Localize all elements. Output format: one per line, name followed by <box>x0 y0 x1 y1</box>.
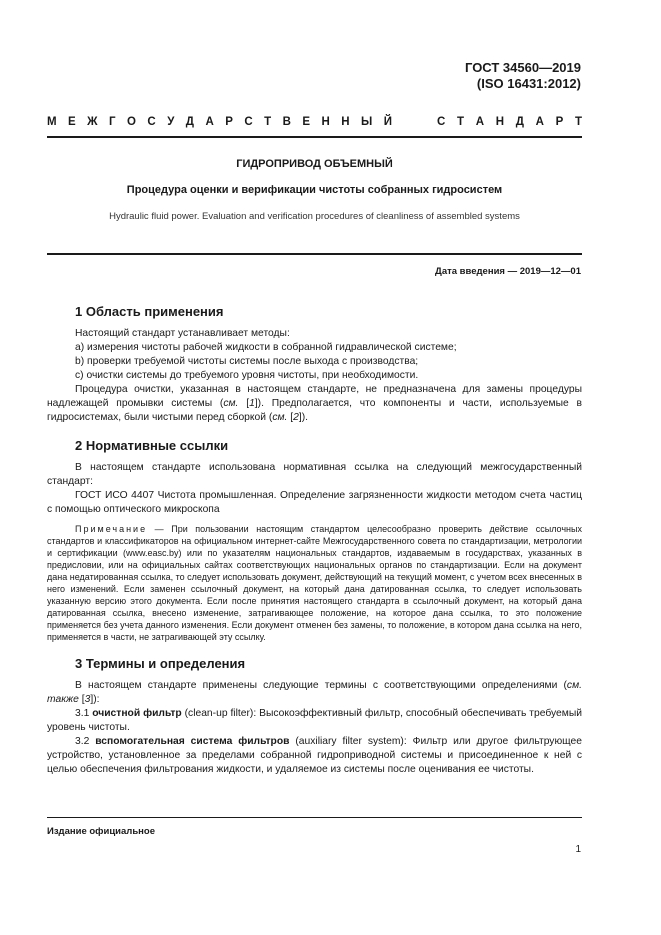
ref-number: 2 <box>293 412 299 423</box>
banner-letter: С <box>244 116 253 128</box>
term-name: вспомогательная система фильтров <box>95 736 290 747</box>
term-definition: (auxiliary filter system): Фильтр или другое фильтрующее устройство, установленное за пределами собранной гидроприводной системы и присоединенное к ней с целью обеспечения фильтрования жидкости, и удаляемое из системы после оценивания ее чистоты. <box>47 736 582 775</box>
banner-letter: С <box>437 116 446 128</box>
text-run: ]): <box>90 694 100 705</box>
banner-letter: А <box>535 116 544 128</box>
text-run: [ <box>78 694 85 705</box>
section-1-paragraph <box>47 383 582 425</box>
section-3-heading: 3 Термины и определения <box>75 656 246 671</box>
text-run: Процедура очистки, указанная в настоящем стандарте, не предназначена для замены процедуры надлежащей промывки системы ( <box>47 384 582 409</box>
text-run: [ <box>287 412 294 423</box>
term-number: 3.2 <box>75 736 96 747</box>
banner-letter: Й <box>383 116 392 128</box>
banner-letter: Е <box>68 116 76 128</box>
section-1-item-b: b) проверки требуемой чистоты системы после выхода с производства; <box>75 356 419 367</box>
term-number: 3.1 <box>75 708 93 719</box>
banner-letter: Т <box>264 116 272 128</box>
section-1-item-c: c) очистки системы до требуемого уровня чистоты, при необходимости. <box>75 370 419 381</box>
note-text: — При пользовании настоящим стандартом целесообразно проверить действие ссылочных стандартов и классификаторов на официальном интернет-сайте Межгосударственного совета по стандартизации, метрологии и сертификации (www.easc.by) или по указателям национальных стандартов, издаваемым в государствах, указанных в предисловии, или на официальных сайтах соответствующих национальных органов по стандартизации. Если на документ дана недатированная ссылка, то следует использовать документ, действующий на текущий момент, с учетом всех внесенных в него изменений. Если заменен ссылочный документ, на который дана датированная ссылка, то следует использовать указанную версию этого документа. Если после принятия настоящего стандарта в ссылочный документ, на который дана датированная ссылка, внесено изменение, затрагивающее положение, на которое дана ссылка, то это положение применяется без учета данного изменения. Если документ отменен без замены, то положение, в котором дана ссылка на него, применяется в части, не затрагивающей эту ссылку. <box>47 524 582 642</box>
text-run: ]). Предполагается, что компоненты и части, используемые в гидросистемах, были чистыми перед сборкой ( <box>47 398 582 423</box>
banner-word-standard <box>437 116 582 128</box>
banner-letter: Г <box>109 116 116 128</box>
ref-number: 3 <box>84 694 91 705</box>
ref-see-also: см. также <box>47 680 582 705</box>
term-definition: (clean-up filter): Высокоэффективный фильтр, способный обеспечивать требуемый уровень чистоты. <box>47 708 582 733</box>
text-run: В настоящем стандарте применены следующие термины с соответствующими определениями ( <box>75 680 567 691</box>
section-3-intro <box>47 679 582 707</box>
document-title: ГИДРОПРИВОД ОБЪЕМНЫЙ <box>236 158 393 170</box>
document-body <box>47 303 582 777</box>
term-3-2 <box>47 735 582 777</box>
banner-letter: Т <box>574 116 582 128</box>
footer-divider <box>47 817 582 818</box>
banner-letter: Ж <box>87 116 98 128</box>
banner-letter: М <box>47 116 57 128</box>
banner-letter: Р <box>225 116 233 128</box>
banner-letter: У <box>167 116 175 128</box>
gost-code-block <box>465 60 581 92</box>
iso-number: (ISO 16431:2012) <box>476 76 581 91</box>
section-1-heading: 1 Область применения <box>75 304 224 319</box>
official-edition-label: Издание официальное <box>47 826 155 837</box>
banner-letter: Ы <box>361 116 373 128</box>
page-number: 1 <box>575 844 581 855</box>
banner-letter: Д <box>185 116 194 128</box>
banner-word-interstate <box>47 116 392 128</box>
title-divider <box>47 253 582 255</box>
banner-letter: Е <box>302 116 311 128</box>
banner-letter: Н <box>321 116 330 128</box>
top-divider <box>47 136 582 138</box>
term-3-1 <box>47 707 582 735</box>
banner-letter: Н <box>341 116 350 128</box>
banner-letter: Н <box>495 116 505 128</box>
standard-banner <box>47 116 582 128</box>
ref-see: см. <box>223 398 239 409</box>
term-name: очистной фильтр <box>92 708 182 719</box>
banner-letter: Р <box>555 116 564 128</box>
banner-letter: Д <box>515 116 524 128</box>
banner-letter: С <box>147 116 156 128</box>
section-2-heading: 2 Нормативные ссылки <box>75 438 229 453</box>
section-gap <box>47 425 582 437</box>
english-title: Hydraulic fluid power. Evaluation and verification procedures of cleanliness of assembled systems <box>109 211 520 222</box>
section-1-intro: Настоящий стандарт устанавливает методы: <box>75 328 290 339</box>
section-2-reference: ГОСТ ИСО 4407 Чистота промышленная. Определение загрязненности жидкости методом счета частиц с помощью оптического микроскопа <box>47 490 582 515</box>
note-label: Примечание <box>75 524 148 534</box>
section-1-item-a: a) измерения чистоты рабочей жидкости в собранной гидравлической системе; <box>75 342 457 353</box>
section-2-intro: В настоящем стандарте использована нормативная ссылка на следующий межгосударственный стандарт: <box>47 462 582 487</box>
banner-letter: А <box>475 116 485 128</box>
banner-letter: О <box>127 116 136 128</box>
introduction-date: Дата введения — 2019—12—01 <box>435 266 581 277</box>
text-run: [ <box>238 398 250 409</box>
ref-number: 1 <box>249 398 255 409</box>
banner-letter: А <box>205 116 214 128</box>
banner-letter: В <box>282 116 291 128</box>
section-2-note <box>47 523 582 643</box>
text-run: ]). <box>298 412 309 423</box>
document-subtitle: Процедура оценки и верификации чистоты собранных гидросистем <box>126 184 503 196</box>
section-gap <box>47 643 582 655</box>
gost-number: ГОСТ 34560—2019 <box>465 60 581 75</box>
ref-see: см. <box>272 412 288 423</box>
banner-letter: Т <box>457 116 465 128</box>
